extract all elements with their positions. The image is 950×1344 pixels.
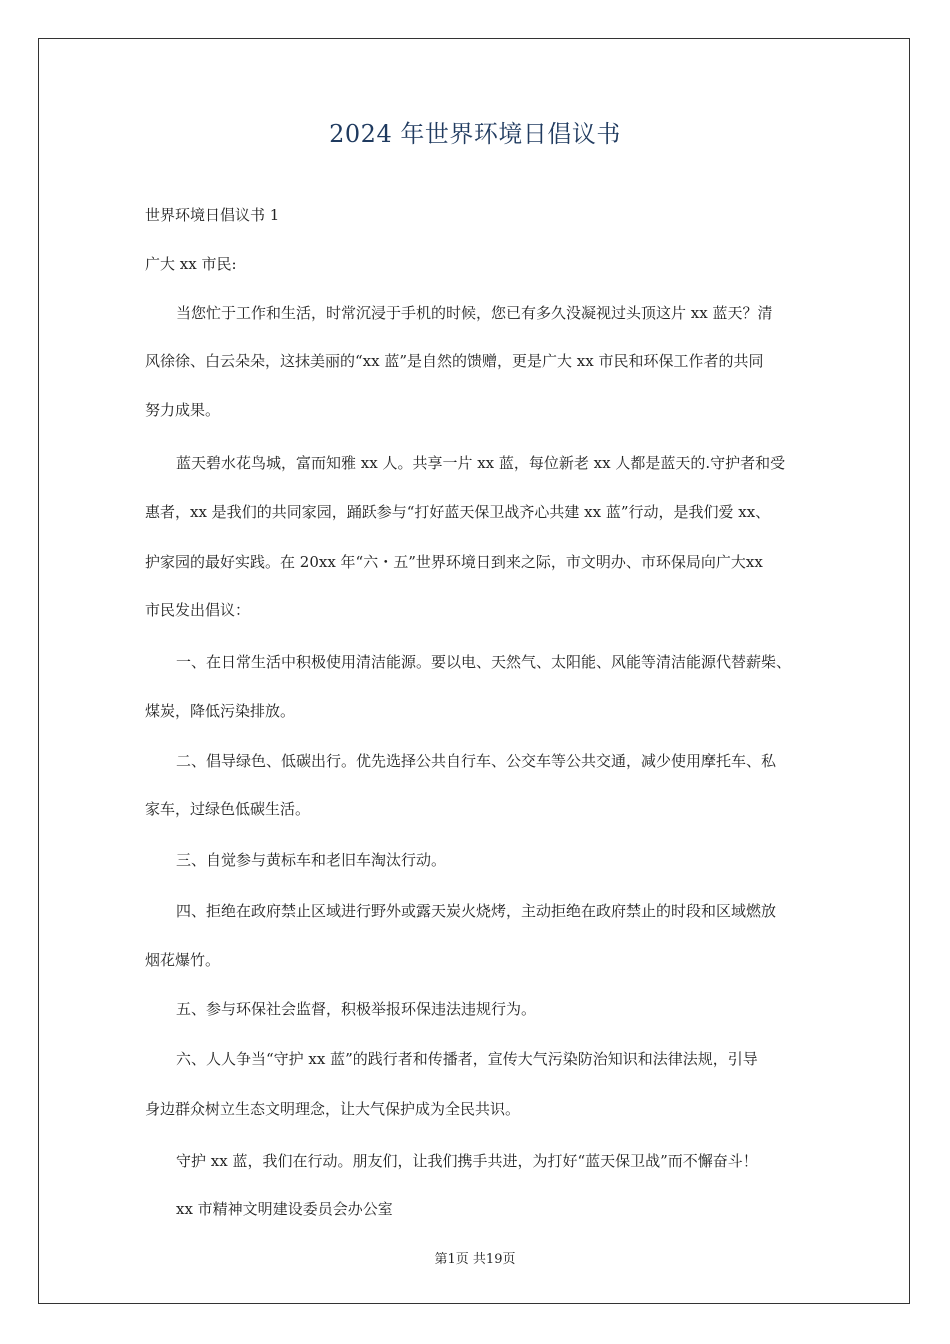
page-number: 第1页 共19页 — [434, 1252, 516, 1267]
proposal-item: 三、自觉参与黄标车和老旧车淘汰行动。 — [176, 851, 447, 869]
salutation: 广大 xx 市民: — [145, 255, 237, 273]
paragraph-line: 蓝天碧水花鸟城，富而知雅 xx 人。共享一片 xx 蓝，每位新老 xx 人都是蓝天的.守护者和受 — [176, 454, 786, 472]
signature-line: xx 市精神文明建设委员会办公室 — [176, 1200, 393, 1218]
document-subtitle: 世界环境日倡议书 1 — [145, 206, 280, 224]
paragraph-line: 当您忙于工作和生活，时常沉浸于手机的时候，您已有多久没凝视过头顶这片 xx 蓝天？清 — [176, 304, 773, 322]
paragraph-line: 护家园的最好实践。在 20xx 年“六・五”世界环境日到来之际，市文明办、市环保局向广大xx — [145, 553, 763, 571]
proposal-item: 煤炭，降低污染排放。 — [145, 702, 296, 720]
paragraph-line: 风徐徐、白云朵朵，这抹美丽的“xx 蓝”是自然的馈赠，更是广大 xx 市民和环保工作者的共同 — [145, 352, 764, 370]
proposal-item: 烟花爆竹。 — [145, 951, 221, 969]
proposal-item: 五、参与环保社会监督，积极举报环保违法违规行为。 — [176, 1000, 537, 1018]
paragraph-line: 市民发出倡议： — [145, 601, 251, 619]
proposal-item: 六、人人争当“守护 xx 蓝”的践行者和传播者，宣传大气污染防治知识和法律法规，引导 — [176, 1050, 758, 1068]
proposal-item: 身边群众树立生态文明理念，让大气保护成为全民共识。 — [145, 1100, 521, 1118]
paragraph-line: 惠者，xx 是我们的共同家园，踊跃参与“打好蓝天保卫战齐心共建 xx 蓝”行动，是我们爱 xx、 — [145, 503, 771, 521]
document-title: 2024 年世界环境日倡议书 — [329, 120, 621, 148]
proposal-item: 四、拒绝在政府禁止区域进行野外或露天炭火烧烤，主动拒绝在政府禁止的时段和区域燃放 — [176, 902, 777, 920]
proposal-item: 一、在日常生活中积极使用清洁能源。要以电、天然气、太阳能、风能等清洁能源代替薪柴、 — [176, 653, 792, 671]
proposal-item: 二、倡导绿色、低碳出行。优先选择公共自行车、公交车等公共交通，减少使用摩托车、私 — [176, 752, 777, 770]
closing-line: 守护 xx 蓝，我们在行动。朋友们，让我们携手共进，为打好“蓝天保卫战”而不懈奋斗！ — [176, 1152, 758, 1170]
paragraph-line: 努力成果。 — [145, 401, 221, 419]
proposal-item: 家车，过绿色低碳生活。 — [145, 800, 311, 818]
